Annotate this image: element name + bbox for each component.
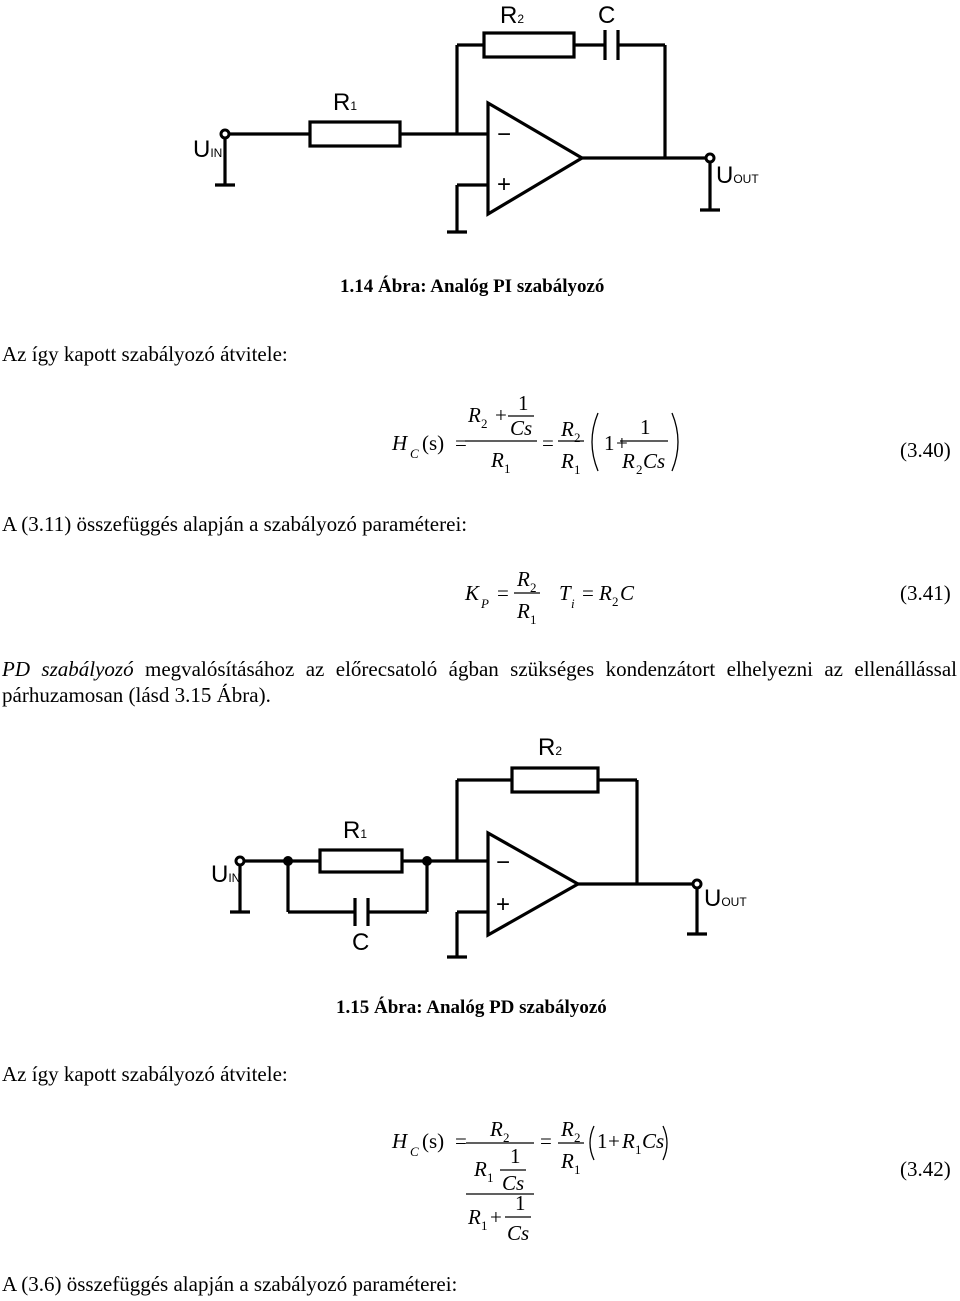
r2-label: R2 bbox=[500, 2, 525, 29]
pi-controller-circuit bbox=[0, 0, 960, 250]
svg-text:1: 1 bbox=[635, 1142, 642, 1157]
resistor-r1 bbox=[310, 122, 400, 146]
svg-text:2: 2 bbox=[530, 580, 537, 595]
svg-text:1: 1 bbox=[530, 612, 537, 627]
svg-text:1: 1 bbox=[487, 1170, 494, 1185]
figure-caption-pi: 1.14 Ábra: Analóg PI szabályozó bbox=[340, 276, 605, 297]
svg-text:R: R bbox=[561, 417, 574, 441]
svg-text:Cs: Cs bbox=[643, 449, 666, 473]
equation-3-42 bbox=[0, 1110, 960, 1250]
svg-text:(s): (s) bbox=[422, 431, 445, 455]
uout-label: UOUT bbox=[704, 885, 747, 912]
svg-text:C: C bbox=[410, 446, 419, 461]
wires bbox=[240, 780, 697, 957]
svg-text:R: R bbox=[490, 1117, 503, 1141]
svg-text:H: H bbox=[392, 431, 408, 455]
svg-text:i: i bbox=[571, 596, 575, 611]
pd-term: PD szabályozó bbox=[2, 657, 134, 681]
junction-dot bbox=[283, 856, 293, 866]
output-terminal bbox=[706, 154, 714, 162]
resistor-r1 bbox=[320, 850, 402, 872]
equation-3-40 bbox=[0, 390, 960, 490]
svg-text:=: = bbox=[497, 581, 509, 605]
svg-text:2: 2 bbox=[636, 462, 643, 477]
svg-text:=: = bbox=[540, 1129, 552, 1153]
r1-label: R1 bbox=[343, 817, 368, 844]
svg-text:2: 2 bbox=[574, 430, 581, 445]
svg-text:=: = bbox=[455, 1129, 467, 1153]
equation-3-41 bbox=[0, 560, 960, 630]
r1-label: R1 bbox=[333, 89, 358, 116]
svg-text:Cs: Cs bbox=[507, 1221, 530, 1245]
opamp-plus-label: + bbox=[496, 891, 511, 918]
capacitor-c bbox=[355, 898, 368, 926]
ground-symbols bbox=[215, 185, 720, 232]
svg-text:R: R bbox=[468, 403, 481, 427]
svg-text:=: = bbox=[455, 431, 467, 455]
svg-text:C: C bbox=[410, 1144, 419, 1159]
svg-text:1: 1 bbox=[604, 431, 615, 455]
input-terminal bbox=[236, 857, 244, 865]
pd-description-text: megvalósításához az előrecsatoló ágban szükséges kondenzátort elhelyezni az ellenállással párhuzamosan (lásd 3.15 Ábra). bbox=[2, 657, 957, 707]
svg-text:+: + bbox=[495, 403, 507, 427]
figure-caption-pd: 1.15 Ábra: Analóg PD szabályozó bbox=[336, 997, 607, 1018]
ground-symbols bbox=[230, 912, 707, 957]
svg-text:2: 2 bbox=[574, 1130, 581, 1145]
svg-text:R: R bbox=[517, 567, 530, 591]
svg-text:+: + bbox=[608, 1129, 620, 1153]
svg-text:1: 1 bbox=[515, 1191, 526, 1215]
svg-text:R: R bbox=[561, 1149, 574, 1173]
resistor-r2 bbox=[512, 768, 598, 792]
svg-text:1: 1 bbox=[510, 1144, 521, 1168]
capacitor-c bbox=[605, 30, 618, 60]
eq-number-3-42: (3.42) bbox=[900, 1157, 951, 1181]
svg-text:2: 2 bbox=[612, 594, 619, 609]
svg-text:R: R bbox=[561, 449, 574, 473]
eq-number-3-40: (3.40) bbox=[900, 438, 951, 462]
uin-label: UIN bbox=[211, 861, 241, 888]
svg-text:T: T bbox=[559, 581, 571, 605]
svg-text:Cs: Cs bbox=[502, 1171, 525, 1195]
svg-text:R: R bbox=[622, 449, 635, 473]
svg-text:=: = bbox=[582, 581, 594, 605]
r2-label: R2 bbox=[538, 734, 563, 761]
svg-text:(s): (s) bbox=[422, 1129, 445, 1153]
intro-text-pd: Az így kapott szabályozó átvitele: bbox=[2, 1062, 288, 1086]
svg-text:1: 1 bbox=[481, 1218, 488, 1233]
resistor-r2 bbox=[484, 33, 574, 57]
svg-text:1: 1 bbox=[518, 391, 529, 415]
c-label: C bbox=[352, 929, 370, 956]
svg-text:R: R bbox=[517, 599, 530, 623]
intro-text-pi: Az így kapott szabályozó átvitele: bbox=[2, 342, 288, 366]
uout-label: UOUT bbox=[716, 162, 759, 189]
svg-text:P: P bbox=[481, 596, 489, 611]
svg-text:R: R bbox=[599, 581, 612, 605]
svg-text:2: 2 bbox=[481, 416, 488, 431]
opamp-minus-label: − bbox=[496, 849, 511, 876]
svg-text:K: K bbox=[465, 581, 480, 605]
svg-text:+: + bbox=[616, 431, 628, 455]
svg-text:R: R bbox=[474, 1157, 487, 1181]
svg-text:1: 1 bbox=[640, 415, 651, 439]
svg-text:+: + bbox=[490, 1205, 502, 1229]
svg-text:1: 1 bbox=[574, 462, 581, 477]
svg-text:R: R bbox=[491, 448, 504, 472]
junction-dot bbox=[422, 856, 432, 866]
input-terminal bbox=[221, 130, 229, 138]
svg-text:R: R bbox=[622, 1129, 635, 1153]
c-label: C bbox=[598, 2, 616, 29]
wires bbox=[225, 45, 710, 232]
svg-text:1: 1 bbox=[504, 461, 511, 476]
params-text-pd: A (3.6) összefüggés alapján a szabályozó paraméterei: bbox=[2, 1272, 458, 1296]
params-text-pi: A (3.11) összefüggés alapján a szabályozó paraméterei: bbox=[2, 512, 468, 536]
svg-text:1: 1 bbox=[574, 1162, 581, 1177]
pd-description-paragraph bbox=[2, 656, 957, 708]
output-terminal bbox=[693, 880, 701, 888]
svg-text:1: 1 bbox=[597, 1129, 608, 1153]
svg-text:H: H bbox=[392, 1129, 408, 1153]
uin-label: UIN bbox=[193, 136, 223, 163]
svg-text:2: 2 bbox=[503, 1130, 510, 1145]
eq-number-3-41: (3.41) bbox=[900, 581, 951, 605]
pd-controller-circuit bbox=[0, 730, 960, 970]
opamp-plus-label: + bbox=[497, 171, 512, 198]
svg-text:C: C bbox=[620, 581, 635, 605]
svg-text:R: R bbox=[468, 1205, 481, 1229]
svg-text:Cs: Cs bbox=[510, 416, 533, 440]
svg-text:=: = bbox=[542, 431, 554, 455]
svg-text:R: R bbox=[561, 1117, 574, 1141]
opamp-minus-label: − bbox=[497, 121, 512, 148]
svg-text:Cs: Cs bbox=[642, 1129, 665, 1153]
